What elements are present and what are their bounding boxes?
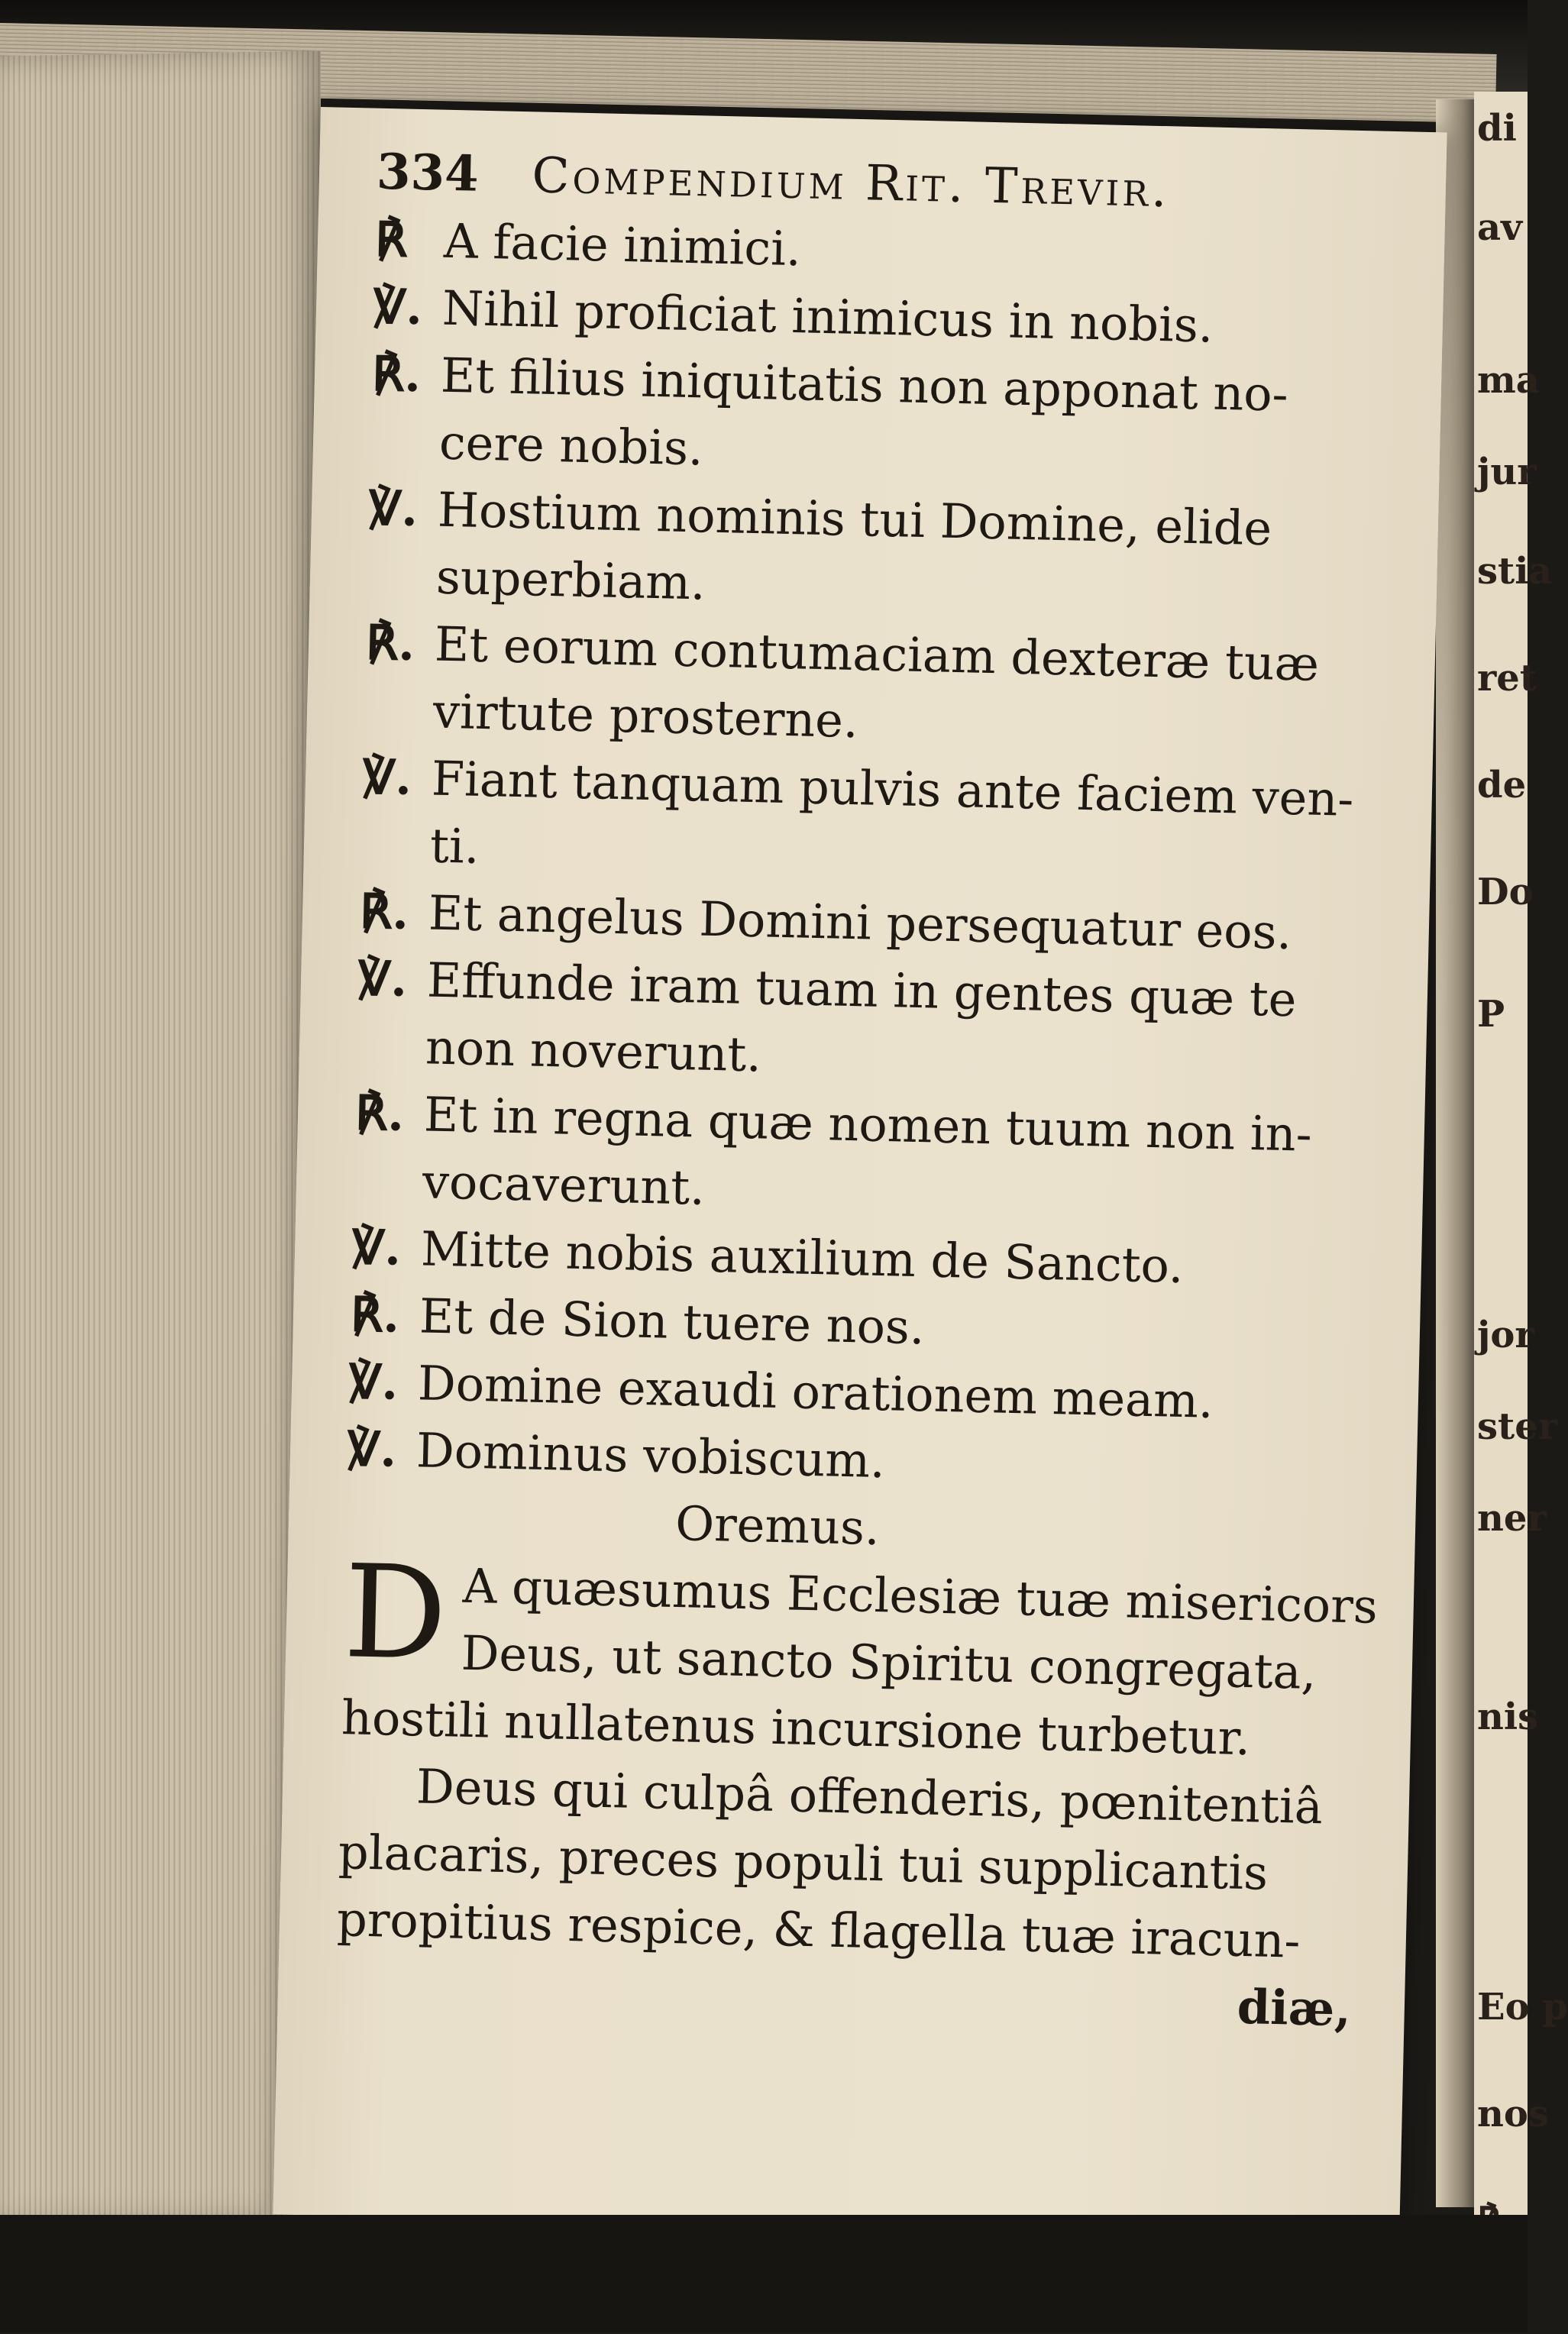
versicle-symbol: ℟.	[371, 345, 422, 403]
facing-page-fragment: Eo p	[1477, 1986, 1568, 2029]
versicle-text: Effunde iram tuam in gentes quæ te	[426, 952, 1298, 1028]
catchword: diæ,	[1237, 1978, 1352, 2038]
book-fore-edge	[0, 50, 321, 2225]
versicle-text: Et eorum contumaciam dexteræ tuæ	[434, 616, 1320, 692]
facing-page-fragment: di	[1477, 107, 1517, 150]
oremus-heading: Oremus.	[674, 1495, 881, 1557]
versicle-continuation: cere nobis.	[438, 414, 704, 477]
facing-page-fragment: nis	[1477, 1696, 1539, 1738]
drop-capital: D	[342, 1537, 449, 1689]
versicle-text: Et in regna quæ nomen tuum non in-	[423, 1086, 1313, 1162]
versicle-symbol: ℟.	[354, 1085, 405, 1142]
facing-page-fragment: ma	[1477, 359, 1540, 402]
versicle-text: Nihil proficiat inimicus in nobis.	[441, 280, 1214, 354]
versicle-text: Domine exaudi orationem meam.	[417, 1355, 1214, 1429]
versicle-text: Fiant tanquam pulvis ante faciem ven-	[431, 750, 1355, 827]
prayer-line: Deus, ut sancto Spiritu congregata,	[460, 1624, 1317, 1701]
facing-page-fragment: jor	[1477, 1314, 1534, 1356]
versicle-continuation: virtute prosterne.	[432, 683, 859, 749]
versicle-symbol: ℟.	[365, 614, 415, 671]
versicle-text: Hostium nominis tui Domine, elide	[437, 481, 1272, 557]
versicle-text: Mitte nobis auxilium de Sancto.	[420, 1220, 1185, 1295]
page-text	[335, 139, 1393, 2044]
prayer-collect-1	[341, 1537, 1379, 1774]
versicle-symbol: ℣.	[348, 1353, 399, 1411]
versicle-symbol: ℣.	[362, 748, 412, 806]
versicle-symbol: ℣.	[368, 480, 419, 538]
facing-page-fragment: Do	[1477, 871, 1534, 913]
versicle-text: Et de Sion tuere nos.	[419, 1288, 926, 1356]
versicle-symbol: ℣.	[357, 950, 408, 1007]
versicle-text: Dominus vobiscum.	[415, 1422, 886, 1489]
prayer-collect-2	[336, 1751, 1356, 1976]
facing-page-fragment: de	[1477, 764, 1527, 807]
versicle-list	[347, 206, 1392, 1506]
prayer-line: placaris, preces populi tui supplicantis	[338, 1824, 1269, 1901]
facing-page-fragment: ret	[1477, 657, 1537, 700]
versicle-continuation: vocaverunt.	[422, 1153, 706, 1216]
versicle-symbol: ℟.	[350, 1286, 400, 1343]
facing-page-fragment: stia	[1477, 550, 1553, 593]
running-title: Compendium Rit. Trevir.	[531, 147, 1171, 219]
facing-page-fragment: av	[1477, 206, 1522, 249]
versicle-symbol: ℟.	[359, 883, 409, 940]
versicle-text: Et angelus Domini persequatur eos.	[428, 884, 1293, 961]
book-page	[273, 107, 1447, 2240]
facing-page-fragment: nos	[1477, 2093, 1549, 2135]
page-number: 334	[376, 143, 480, 203]
facing-page-edge	[1474, 92, 1568, 2222]
versicle-symbol: ℣.	[347, 1421, 397, 1478]
versicle-continuation: superbiam.	[435, 548, 706, 611]
facing-page-fragment: ster	[1477, 1405, 1558, 1448]
versicle-symbol: ℟	[374, 211, 409, 268]
facing-page-fragment: P	[1477, 993, 1505, 1036]
facing-page-fragment: ner	[1477, 1497, 1547, 1540]
versicle-continuation: non noverunt.	[425, 1019, 762, 1083]
versicle-symbol: ℣.	[373, 278, 423, 336]
background-bottom	[0, 2215, 1528, 2332]
prayer-line: A quæsumus Ecclesiæ tuæ misericors	[461, 1557, 1379, 1634]
prayer-line: propitius respice, & flagella tuæ iracun-	[336, 1891, 1301, 1969]
prayer-line: hostili nullatenus incursione turbetur.	[341, 1689, 1251, 1767]
versicle-text: A facie inimici.	[443, 212, 802, 277]
versicle-continuation: ti.	[429, 817, 480, 874]
prayer-line: Deus qui culpâ offenderis, pœnitentiâ	[415, 1758, 1324, 1835]
versicle-symbol: ℣.	[351, 1219, 402, 1276]
versicle-text: Et filius iniquitatis non apponat no-	[440, 347, 1289, 422]
facing-page-fragment: jur	[1477, 451, 1537, 493]
